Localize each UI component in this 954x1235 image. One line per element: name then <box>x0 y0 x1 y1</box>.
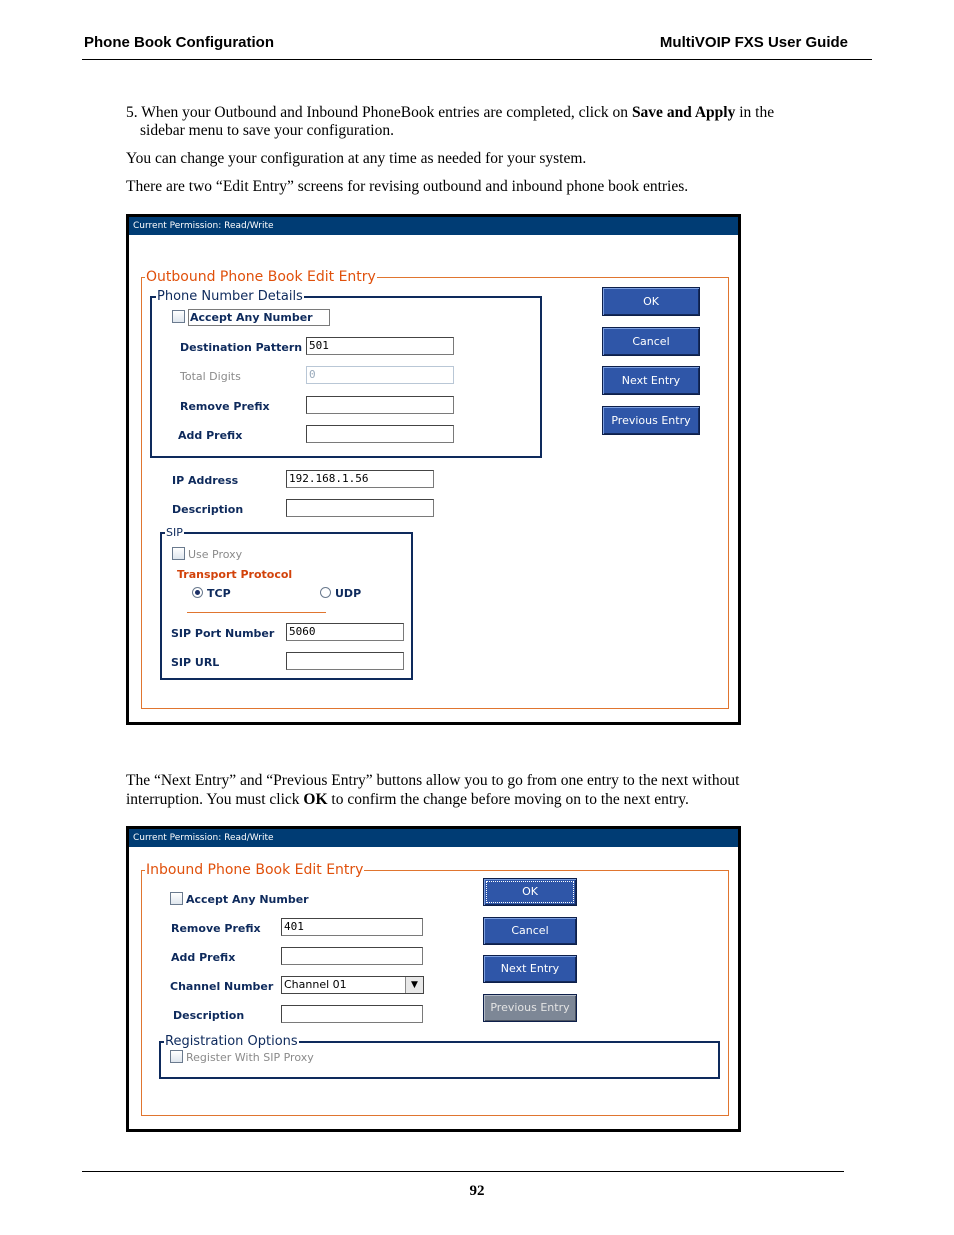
use-proxy-checkbox[interactable] <box>172 547 185 560</box>
add-prefix-label: Add Prefix <box>178 429 243 442</box>
sip-port-input[interactable]: 5060 <box>286 623 404 641</box>
transport-divider <box>187 612 326 613</box>
transport-protocol-label: Transport Protocol <box>177 568 293 581</box>
cancel-button[interactable]: Cancel <box>602 327 700 356</box>
sip-url-input[interactable] <box>286 652 404 670</box>
phone-number-details-title: Phone Number Details <box>157 289 303 304</box>
header-section-title: Phone Book Configuration <box>84 34 274 51</box>
page-number: 92 <box>469 1183 485 1199</box>
description-label: Description <box>172 503 244 516</box>
ip-address-input[interactable]: 192.168.1.56 <box>286 470 434 488</box>
previous-entry-button: Previous Entry <box>483 994 577 1022</box>
registration-options-title: Registration Options <box>165 1034 298 1049</box>
inbound-group <box>141 870 729 1116</box>
para4-bold: OK <box>303 791 328 808</box>
description-input[interactable] <box>286 499 434 517</box>
remove-prefix-input[interactable] <box>306 396 454 414</box>
accept-any-number-label: Accept Any Number <box>186 893 309 906</box>
use-proxy-label: Use Proxy <box>188 548 243 561</box>
destination-pattern-label: Destination Pattern <box>180 341 303 354</box>
ok-button[interactable]: OK <box>602 287 700 316</box>
add-prefix-input[interactable] <box>306 425 454 443</box>
remove-prefix-label: Remove Prefix <box>171 922 261 935</box>
register-sip-proxy-label: Register With SIP Proxy <box>186 1051 314 1064</box>
udp-radio[interactable] <box>320 587 331 598</box>
description-input[interactable] <box>281 1005 423 1023</box>
add-prefix-input[interactable] <box>281 947 423 965</box>
step-5-line2: sidebar menu to save your configuration. <box>140 122 394 139</box>
ip-address-label: IP Address <box>172 474 239 487</box>
paragraph-next-previous-line1: The “Next Entry” and “Previous Entry” buttons allow you to go from one entry to the next without <box>126 772 740 789</box>
cancel-button[interactable]: Cancel <box>483 917 577 945</box>
remove-prefix-input[interactable]: 401 <box>281 918 423 936</box>
sip-title: SIP <box>166 526 183 539</box>
para4-post: to confirm the change before moving on to the next entry. <box>327 791 689 808</box>
add-prefix-label: Add Prefix <box>171 951 236 964</box>
inbound-edit-screenshot <box>126 826 741 1132</box>
description-label: Description <box>173 1009 245 1022</box>
step-5-post: in the <box>735 104 775 121</box>
remove-prefix-label: Remove Prefix <box>180 400 270 413</box>
paragraph-next-previous-line2 <box>126 790 689 809</box>
next-entry-button[interactable]: Next Entry <box>483 955 577 983</box>
previous-entry-button[interactable]: Previous Entry <box>602 406 700 435</box>
footer-rule <box>82 1171 844 1172</box>
inbound-title: Inbound Phone Book Edit Entry <box>146 862 364 878</box>
destination-pattern-input[interactable]: 501 <box>306 337 454 355</box>
channel-number-value: Channel 01 <box>284 978 347 991</box>
total-digits-label: Total Digits <box>180 370 241 383</box>
permission-bar: Current Permission: Read/Write <box>129 829 738 847</box>
permission-bar: Current Permission: Read/Write <box>129 217 738 235</box>
accept-any-number-label: Accept Any Number <box>188 309 330 326</box>
next-entry-button[interactable]: Next Entry <box>602 366 700 395</box>
register-sip-proxy-checkbox[interactable] <box>170 1050 183 1063</box>
step-5-bold: Save and Apply <box>631 104 736 121</box>
outbound-title: Outbound Phone Book Edit Entry <box>146 269 376 285</box>
step-5-pre: 5. When your Outbound and Inbound PhoneBook entries are completed, click on <box>126 104 632 121</box>
paragraph-change-config: You can change your configuration at any time as needed for your system. <box>126 150 587 167</box>
accept-any-number-checkbox[interactable] <box>170 892 183 905</box>
header-guide-title: MultiVOIP FXS User Guide <box>659 34 848 51</box>
udp-label: UDP <box>335 587 362 600</box>
ok-button[interactable]: OK <box>483 878 577 906</box>
tcp-radio[interactable] <box>192 587 203 598</box>
paragraph-two-screens: There are two “Edit Entry” screens for revising outbound and inbound phone book entries. <box>126 178 689 195</box>
accept-any-number-checkbox[interactable] <box>172 310 185 323</box>
para4-pre: interruption. You must click <box>126 791 304 808</box>
header-rule <box>82 59 872 60</box>
total-digits-input: 0 <box>306 366 454 384</box>
channel-number-select[interactable] <box>281 976 424 994</box>
sip-url-label: SIP URL <box>171 656 220 669</box>
step-5-text <box>126 103 856 122</box>
chevron-down-icon[interactable]: ▼ <box>405 977 423 993</box>
channel-number-label: Channel Number <box>170 980 274 993</box>
outbound-edit-screenshot <box>126 214 741 725</box>
sip-port-label: SIP Port Number <box>171 627 275 640</box>
tcp-label: TCP <box>207 587 231 600</box>
